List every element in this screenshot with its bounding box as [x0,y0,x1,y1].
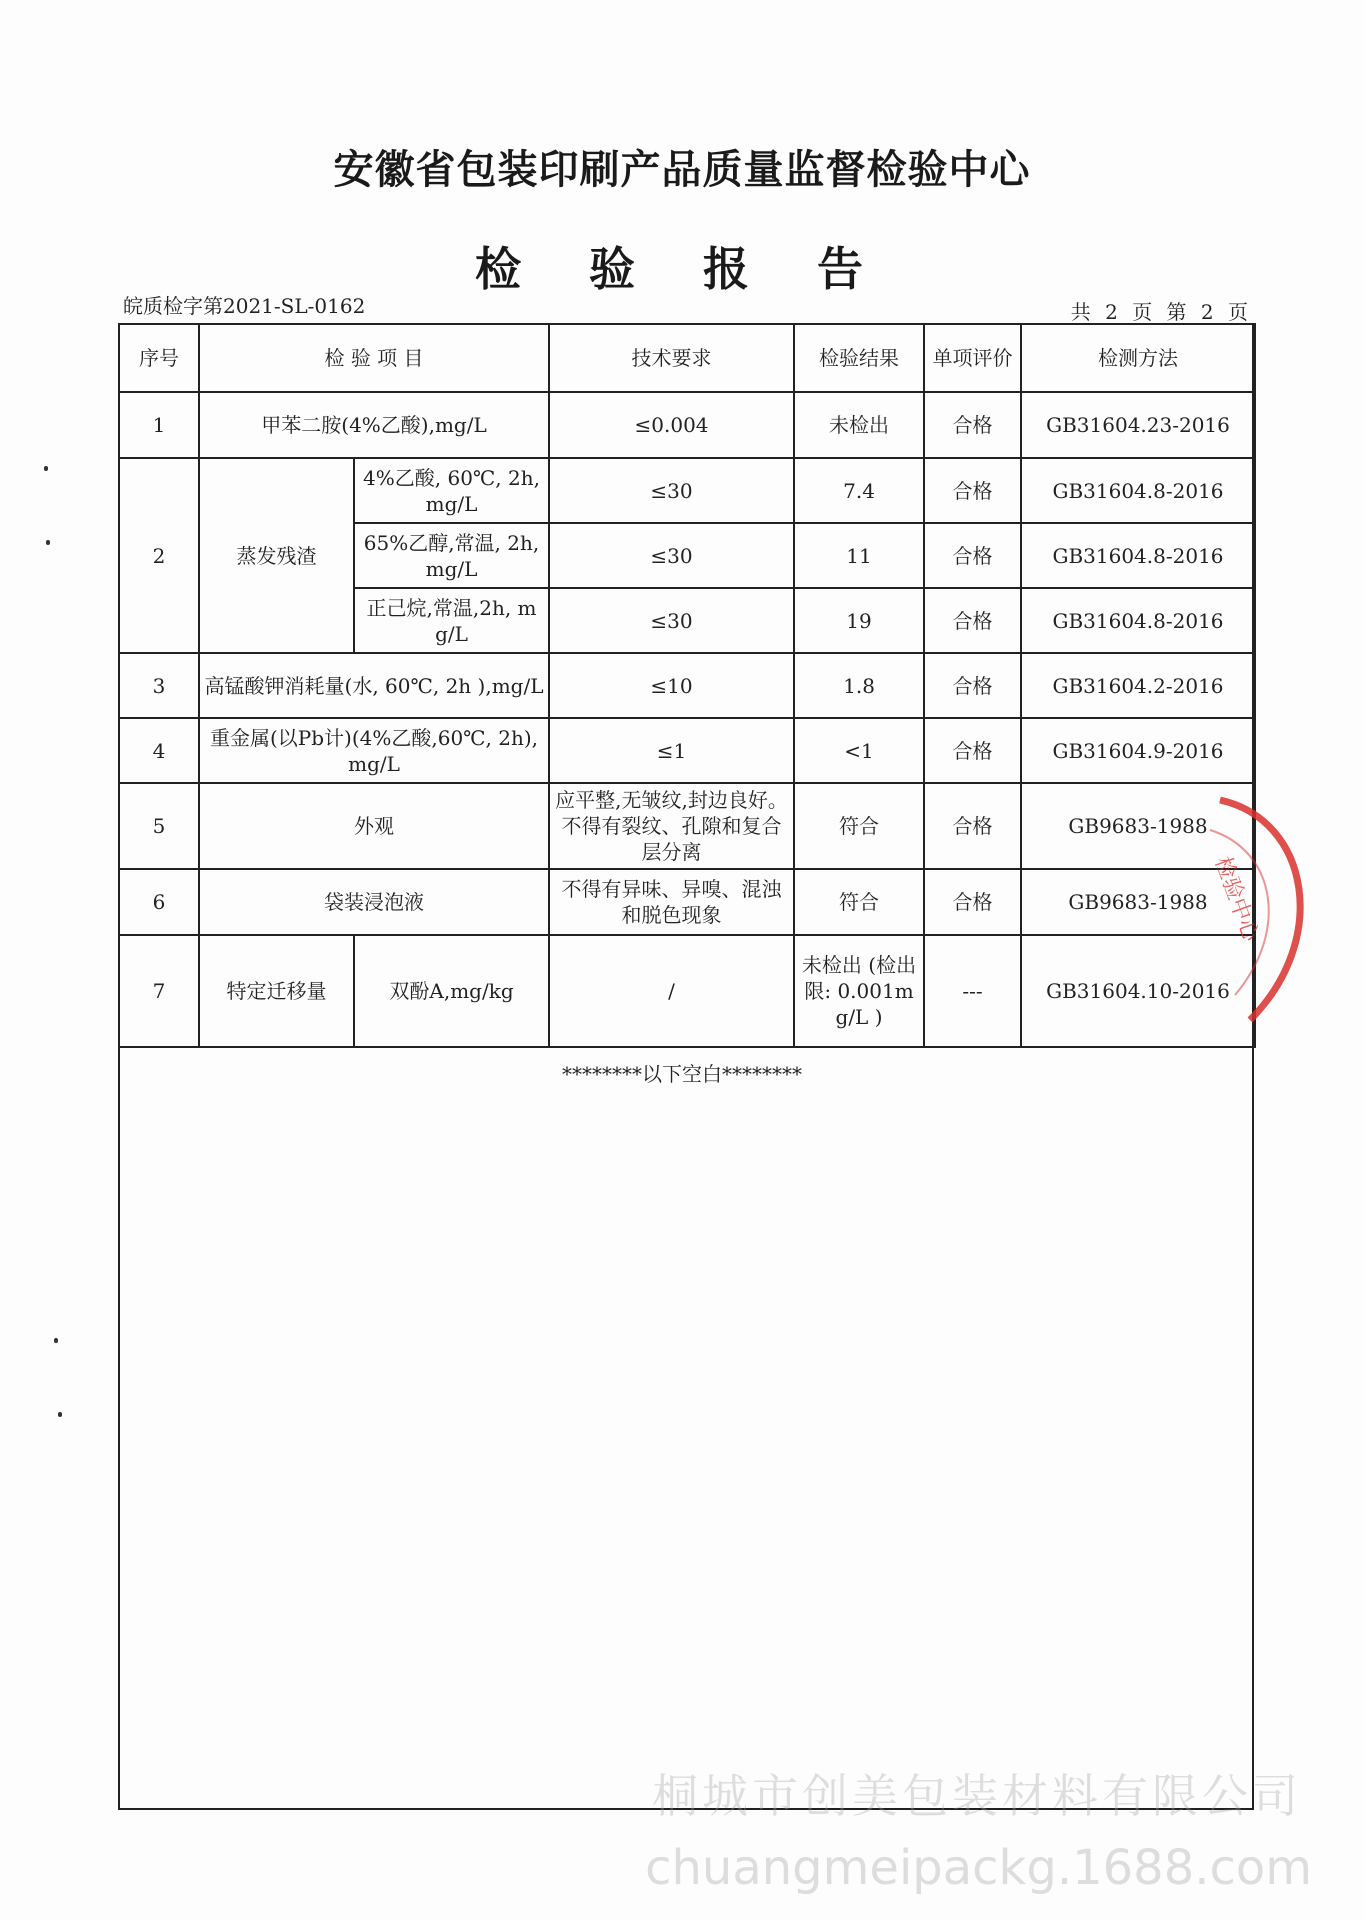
table-row [119,458,1255,523]
test-item: 外观 [199,783,549,869]
col-header-requirement: 技术要求 [549,324,794,392]
test-condition: 双酚A,mg/kg [354,935,549,1047]
table-row [119,935,1255,1047]
scan-speck [44,466,48,471]
test-condition: 正己烷,常温,2h, mg/L [354,588,549,653]
evaluation: 合格 [924,392,1021,458]
result: 未检出 [794,392,924,458]
test-method: GB31604.23-2016 [1021,392,1255,458]
table-row [119,653,1255,718]
row-number: 7 [119,935,199,1047]
inspection-results-table [118,323,1256,1048]
scan-speck [54,1338,58,1343]
row-number: 3 [119,653,199,718]
scan-speck [58,1412,62,1417]
row-number: 5 [119,783,199,869]
test-method: GB31604.8-2016 [1021,458,1255,523]
requirement: ≤10 [549,653,794,718]
requirement: ≤1 [549,718,794,783]
test-item: 袋装浸泡液 [199,869,549,935]
col-header-result: 检验结果 [794,324,924,392]
requirement: ≤30 [549,523,794,588]
row-number: 2 [119,458,199,653]
result: 1.8 [794,653,924,718]
report-number: 皖质检字第2021-SL-0162 [123,294,366,318]
result: 未检出 (检出限: 0.001mg/L ) [794,935,924,1047]
test-method: GB31604.8-2016 [1021,523,1255,588]
row-number: 1 [119,392,199,458]
result: 符合 [794,783,924,869]
page-indicator: 共 2 页 第 2 页 [1070,300,1252,324]
evaluation: 合格 [924,718,1021,783]
evaluation: 合格 [924,869,1021,935]
evaluation: 合格 [924,653,1021,718]
col-header-method: 检测方法 [1021,324,1255,392]
svg-text:检验中心: 检验中心 [1209,853,1263,945]
test-item: 重金属(以Pb计)(4%乙酸,60℃, 2h),mg/L [199,718,549,783]
result: <1 [794,718,924,783]
test-method: GB31604.10-2016 [1021,935,1255,1047]
col-header-evaluation: 单项评价 [924,324,1021,392]
requirement: 不得有异味、异嗅、混浊和脱色现象 [549,869,794,935]
test-method: GB9683-1988 [1021,783,1255,869]
test-condition: 65%乙醇,常温, 2h,mg/L [354,523,549,588]
evaluation: --- [924,935,1021,1047]
evaluation: 合格 [924,458,1021,523]
organization-title: 安徽省包装印刷产品质量监督检验中心 [333,146,1031,193]
report-title: 检 验 报 告 [474,242,890,296]
table-header-row [119,324,1255,392]
requirement: / [549,935,794,1047]
requirement: 应平整,无皱纹,封边良好。不得有裂纹、孔隙和复合层分离 [549,783,794,869]
test-method: GB31604.9-2016 [1021,718,1255,783]
row-number: 4 [119,718,199,783]
red-seal-stamp [1180,790,1330,1030]
test-method: GB31604.2-2016 [1021,653,1255,718]
table-row [119,718,1255,783]
test-item: 特定迁移量 [199,935,354,1047]
result: 11 [794,523,924,588]
row-number: 6 [119,869,199,935]
test-item: 蒸发残渣 [199,458,354,653]
url-watermark: chuangmeipackg.1688.com [645,1840,1312,1896]
test-method: GB9683-1988 [1021,869,1255,935]
requirement: ≤30 [549,458,794,523]
result: 符合 [794,869,924,935]
col-header-no: 序号 [119,324,199,392]
evaluation: 合格 [924,523,1021,588]
test-item: 甲苯二胺(4%乙酸),mg/L [199,392,549,458]
requirement: ≤0.004 [549,392,794,458]
table-row [119,392,1255,458]
result: 7.4 [794,458,924,523]
table-row [119,783,1255,869]
test-method: GB31604.8-2016 [1021,588,1255,653]
test-condition: 4%乙酸, 60℃, 2h,mg/L [354,458,549,523]
evaluation: 合格 [924,588,1021,653]
table-row [119,869,1255,935]
col-header-item: 检 验 项 目 [199,324,549,392]
scan-speck [46,540,50,545]
company-watermark: 桐城市创美包装材料有限公司 [652,1769,1302,1823]
evaluation: 合格 [924,783,1021,869]
test-item: 高锰酸钾消耗量(水, 60℃, 2h ),mg/L [199,653,549,718]
blank-below-note: ********以下空白******** [562,1062,802,1086]
result: 19 [794,588,924,653]
requirement: ≤30 [549,588,794,653]
